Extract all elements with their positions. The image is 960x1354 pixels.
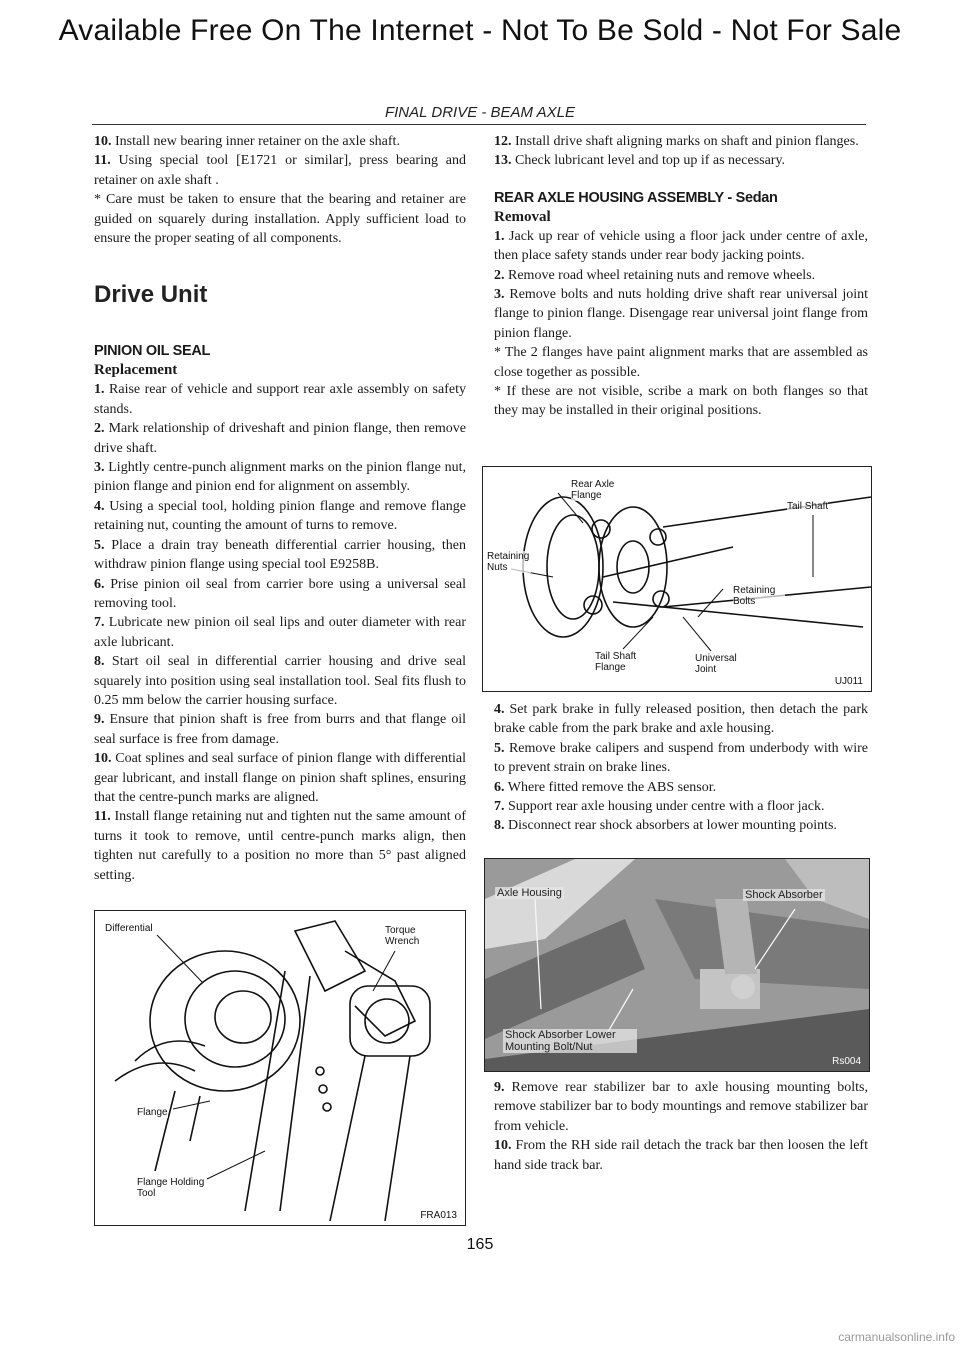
label-tail-shaft: Tail Shaft [787, 501, 829, 512]
page-number: 165 [466, 1236, 494, 1253]
pinion-step: 3. Lightly centre-punch alignment marks on the pinion flange nut, pinion flange and pinion end for alignment on assembly. [94, 460, 466, 495]
step-12-install-drive-shaft: 12. Install drive shaft aligning marks on shaft and pinion flanges. [494, 134, 859, 149]
pinion-step: 10. Coat splines and seal surface of pinion flange with differential gear lubricant, and install flange on pinion shaft splines, ensuring that the centre-punch marks are aligned. [94, 751, 466, 805]
label-shock-lower-mounting: Shock Absorber Lower Mounting Bolt/Nut [503, 1029, 637, 1053]
right-column-bottom [494, 1078, 868, 1175]
pinion-step: 2. Mark relationship of driveshaft and pinion flange, then remove drive shaft. [94, 421, 466, 456]
label-retaining-bolts: Retaining Bolts [733, 585, 785, 607]
figure-universal-joint [482, 466, 872, 692]
pinion-step: 4. Using a special tool, holding pinion flange and remove flange retaining nut, counting the amount of turns to remove. [94, 498, 466, 534]
pinion-step: 5. Place a drain tray beneath differential carrier housing, then withdraw pinion flange using special tool E9258B. [94, 537, 466, 573]
removal-step: 10. From the RH side rail detach the track bar then loosen the left hand side track bar. [494, 1138, 868, 1173]
removal-step: 9. Remove rear stabilizer bar to axle housing mounting bolts, remove stabilizer bar to body mountings and remove stabilizer bar from vehicle. [494, 1080, 868, 1134]
flange-note: * The 2 flanges have paint alignment marks that are assembled as close together as possible. [494, 345, 868, 380]
step-11-press-bearing: 11. Using special tool [E1721 or similar], press bearing and retainer on axle shaft . [94, 153, 466, 188]
pinion-step: 8. Start oil seal in differential carrier housing and drive seal squarely into position using seal installation tool. Seal fits flush to 0.25 mm below the carrier housing surface. [94, 654, 466, 708]
watermark: carmanualsonline.info [838, 1330, 955, 1344]
step-13-check-lubricant: 13. Check lubricant level and top up if as necessary. [494, 153, 786, 169]
removal-step: 2. Remove road wheel retaining nuts and remove wheels. [494, 267, 816, 283]
section-title-drive-unit: Drive Unit [94, 281, 208, 309]
label-tail-shaft-flange: Tail Shaft Flange [595, 651, 647, 673]
label-torque-wrench: Torque Wrench [385, 925, 435, 947]
label-differential: Differential [105, 923, 153, 934]
removal-step: 8. Disconnect rear shock absorbers at lower mounting points. [494, 818, 837, 834]
page-banner: Available Free On The Internet - Not To Be Sold - Not For Sale [58, 14, 902, 47]
sub-head-rear-axle-housing: REAR AXLE HOUSING ASSEMBLY - Sedan [494, 189, 778, 206]
sub-head-removal: Removal [494, 208, 551, 225]
header-rule [92, 124, 866, 125]
bearing-care-note: * Care must be taken to ensure that the bearing and retainer are guided on squarely during installation. Apply sufficient load to ensure the proper seating of all components. [94, 192, 466, 247]
figure-code: FRA013 [420, 1210, 457, 1221]
label-shock-absorber: Shock Absorber [745, 889, 823, 901]
removal-step: 5. Remove brake calipers and suspend from underbody with wire to prevent strain on brake lines. [494, 740, 868, 776]
pinion-step: 11. Install flange retaining nut and tighten nut the same amount of turns it took to remove, until centre-punch marks align, then tighten nut carefully to a position no more than 5° past aligned setting. [94, 809, 466, 883]
label-axle-housing: Axle Housing [497, 887, 562, 899]
running-head: FINAL DRIVE - BEAM AXLE [384, 104, 576, 121]
pinion-step: 1. Raise rear of vehicle and support rear axle assembly on safety stands. [94, 382, 466, 417]
pinion-step: 9. Ensure that pinion shaft is free from burrs and that flange oil seal surface is free from damage. [94, 712, 466, 747]
removal-step: 3. Remove bolts and nuts holding drive shaft rear universal joint flange to pinion flange. Disengage rear universal joint flange from pinion flange. [494, 287, 868, 341]
removal-step: 6. Where fitted remove the ABS sensor. [494, 779, 717, 795]
figure-shock-absorber-photo [484, 858, 870, 1072]
pinion-step: 6. Prise pinion oil seal from carrier bore using a universal seal removing tool. [94, 576, 466, 611]
right-column-top [494, 132, 868, 421]
left-column [94, 132, 466, 885]
removal-step: 7. Support rear axle housing under centre with a floor jack. [494, 799, 825, 815]
figure-code: Rs004 [832, 1056, 861, 1067]
sub-head-replacement: Replacement [94, 362, 178, 379]
figure-code: UJ011 [834, 676, 863, 687]
flange-note: * If these are not visible, scribe a mark on both flanges so that they may be installed in their original positions. [494, 384, 868, 419]
figure-flange-holding-tool [94, 910, 466, 1226]
label-flange: Flange [137, 1107, 168, 1118]
sub-head-pinion-oil-seal: PINION OIL SEAL [94, 343, 211, 360]
removal-step: 4. Set park brake in fully released position, then detach the park brake cable from the park brake and axle housing. [494, 702, 868, 737]
label-retaining-nuts: Retaining Nuts [487, 551, 530, 573]
label-rear-axle-flange: Rear Axle Flange [571, 479, 621, 501]
label-flange-holding-tool: Flange Holding Tool [137, 1177, 207, 1199]
pinion-step: 7. Lubricate new pinion oil seal lips and outer diameter with rear axle lubricant. [94, 615, 466, 650]
removal-step: 1. Jack up rear of vehicle using a floor jack under centre of axle, then place safety stands under rear body jacking points. [494, 228, 868, 264]
right-column-middle [494, 700, 868, 836]
step-10-install-retainer: 10. Install new bearing inner retainer on the axle shaft. [94, 134, 400, 149]
label-universal-joint: Universal Joint [695, 653, 749, 675]
